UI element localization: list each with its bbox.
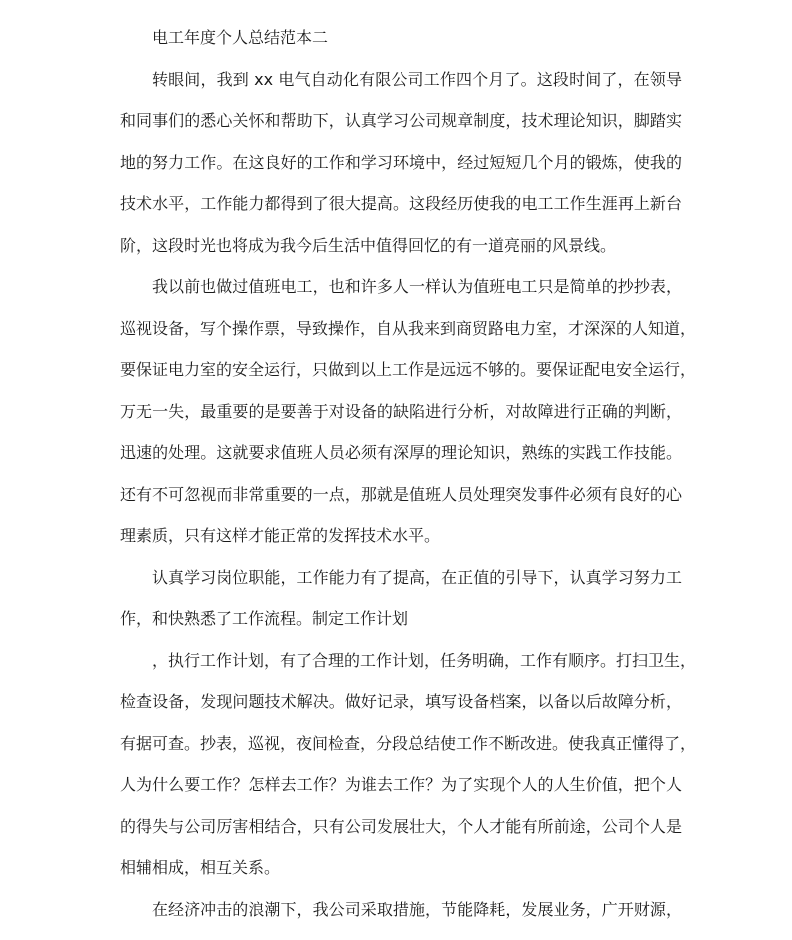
text-line: 有据可查。抄表，巡视，夜间检查，分段总结使工作不断改进。使我真正懂得了，: [120, 733, 697, 753]
text-line: 在经济冲击的浪潮下，我公司采取措施，节能降耗，发展业务，广开财源，: [152, 899, 682, 919]
paragraph-4: [120, 640, 697, 889]
document-page: [120, 17, 697, 930]
text-line: 万无一失，最重要的是要善于对设备的缺陷进行分析，对故障进行正确的判断，: [120, 401, 682, 421]
text-line: 地的努力工作。在这良好的工作和学习环境中，经过短短几个月的锻炼，使我的: [120, 152, 682, 172]
paragraph-2: [120, 266, 697, 557]
text-line: 阶，这段时光也将成为我今后生活中值得回忆的有一道亮丽的风景线。: [120, 235, 617, 255]
text-line: 认真学习岗位职能，工作能力有了提高，在正值的引导下，认真学习努力工: [152, 567, 682, 587]
text-line: 迅速的处理。这就要求值班人员必须有深厚的理论知识，熟练的实践工作技能。: [120, 443, 682, 462]
text-line: 巡视设备，写个操作票，导致操作，自从我来到商贸路电力室，才深深的人知道，: [120, 318, 697, 338]
paragraph-1: [120, 59, 682, 267]
text-line: 检查设备，发现问题技术解决。做好记录，填写设备档案，以备以后故障分析，: [120, 692, 682, 711]
text-line: 和同事们的悉心关怀和帮助下，认真学习公司规章制度，技术理论知识，脚踏实: [120, 111, 682, 130]
text-line: 相辅相成，相互关系。: [120, 858, 281, 877]
paragraph-5: [120, 889, 682, 931]
document-title: 电工年度个人总结范本二: [152, 28, 329, 47]
text-line: ，执行工作计划，有了合理的工作计划，任务明确，工作有顺序。打扫卫生，: [152, 650, 697, 670]
text-line: 还有不可忽视而非常重要的一点，那就是值班人员处理突发事件必须有良好的心: [120, 484, 682, 504]
text-line: 我以前也做过值班电工，也和许多人一样认为值班电工只是简单的抄抄表，: [152, 277, 682, 296]
text-line: 作，和快熟悉了工作流程。制定工作计划: [120, 609, 409, 628]
text-line: 转眼间，我到 xx 电气自动化有限公司工作四个月了。这段时间了，在领导: [152, 69, 682, 89]
text-line: 要保证电力室的安全运行，只做到以上工作是远远不够的。要保证配电安全运行，: [120, 360, 697, 379]
text-line: 理素质，只有这样才能正常的发挥技术水平。: [120, 526, 441, 545]
paragraph-3: [120, 557, 682, 640]
text-line: 人为什么要工作？怎样去工作？为谁去工作？为了实现个人的人生价值，把个人: [120, 775, 682, 794]
text-line: 的得失与公司厉害相结合，只有公司发展壮大，个人才能有所前途，公司个人是: [120, 816, 682, 836]
text-line: 技术水平，工作能力都得到了很大提高。这段经历使我的电工工作生涯再上新台: [120, 194, 682, 213]
